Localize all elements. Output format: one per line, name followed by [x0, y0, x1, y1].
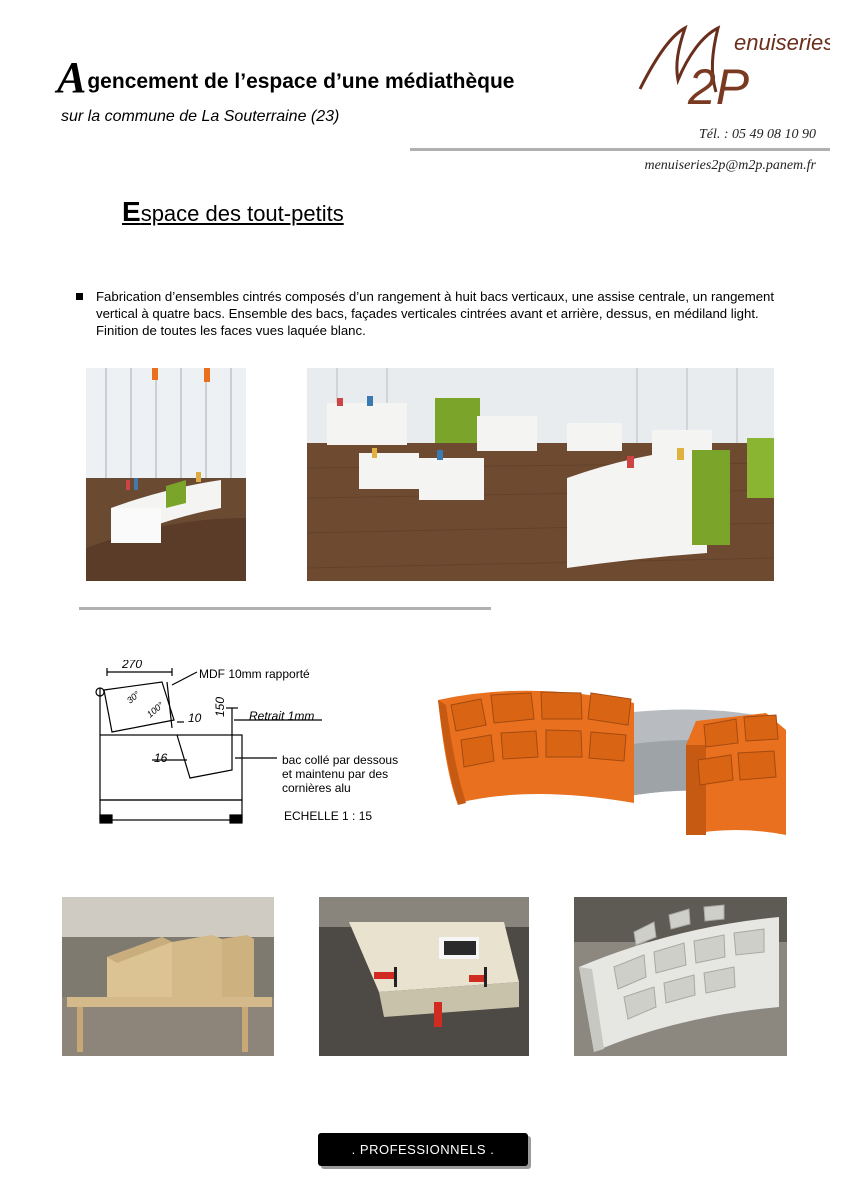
dim-270-label: 270	[122, 660, 143, 671]
section-divider	[79, 607, 491, 610]
section-initial: E	[122, 196, 141, 227]
document-subtitle: sur la commune de La Souterraine (23)	[61, 108, 340, 125]
note-line1: bac collé par dessous	[282, 753, 399, 767]
angle-b-label: 100°	[144, 699, 166, 720]
scale-label: ECHELLE 1 : 15	[284, 809, 373, 823]
note-line2: et maintenu par des	[282, 767, 389, 781]
company-logo	[630, 14, 830, 114]
angle-a-label: 30°	[124, 689, 142, 706]
photo-workshop-lacquered	[574, 897, 787, 1056]
logo-word: enuiseries	[734, 30, 830, 55]
svg-text:2P: 2P	[688, 59, 750, 114]
photo-workshop-raw	[62, 897, 274, 1056]
dim-10-label: 10	[188, 711, 202, 725]
bullet-square-icon	[76, 293, 83, 300]
mdf-label: MDF 10mm rapporté	[199, 667, 310, 681]
dim-150-label: 150	[213, 696, 227, 717]
professionnels-button[interactable]: . PROFESSIONNELS .	[318, 1133, 528, 1166]
description-bullet	[76, 288, 776, 339]
technical-drawing	[92, 660, 412, 830]
photo-wide-installation	[307, 368, 774, 581]
section-heading	[122, 196, 344, 228]
photo-small-installation	[86, 368, 246, 581]
phone-number: Tél. : 05 49 08 10 90	[698, 127, 816, 142]
section-heading-text: space des tout-petits	[140, 201, 344, 226]
3d-render	[436, 685, 808, 845]
header-divider	[410, 148, 830, 151]
dim-16-label: 16	[154, 751, 168, 765]
title-text: gencement de l’espace d’une médiathèque	[87, 70, 515, 93]
email-address: menuiseries2p@m2p.panem.fr	[644, 158, 816, 173]
photo-workshop-clamped	[319, 897, 529, 1056]
title-initial: A	[57, 53, 87, 102]
description-text: Fabrication d’ensembles cintrés composés d’un rangement à huit bacs verticaux, une assise centrale, un rangement vertical à quatre bacs. Ensemble des bacs, façades verticales cintrées avant et arrière, dessus, en médiland light. Finition de toutes les faces vues laquée blanc.	[96, 289, 775, 338]
retrait-label: Retrait 1mm	[249, 709, 315, 723]
document-title	[57, 52, 515, 103]
note-line3: cornières alu	[282, 781, 351, 795]
